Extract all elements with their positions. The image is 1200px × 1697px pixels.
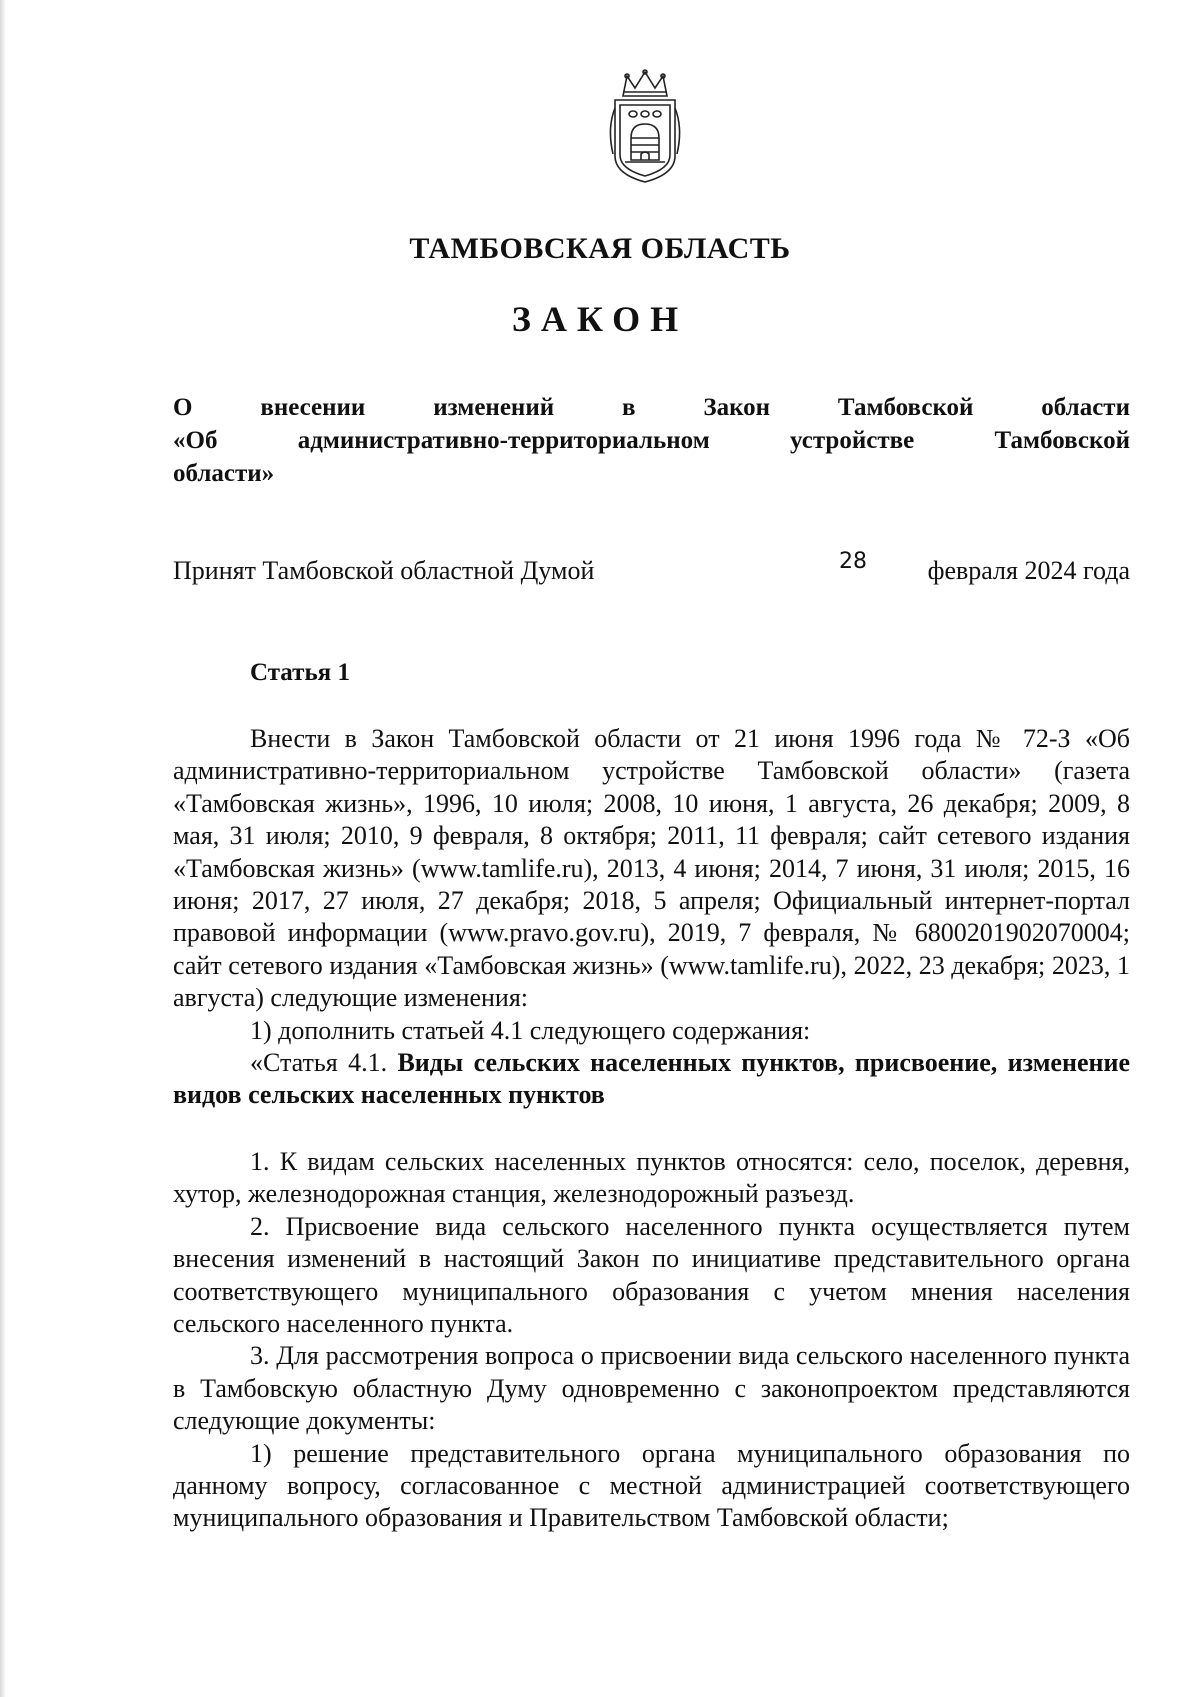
article-point-1: 1. К видам сельских населенных пунктов относятся: село, поселок, деревня, хутор, железнодорожная станция, железнодорожный разъезд.: [173, 1146, 1130, 1209]
adopted-by: Принят Тамбовской областной Думой: [173, 556, 595, 585]
law-title-line-1: [173, 391, 1130, 424]
title-word: Закон: [703, 394, 771, 421]
adoption-line: [173, 549, 1130, 590]
law-title-line-2: [173, 424, 1130, 457]
title-word: области: [1041, 394, 1130, 421]
article-subpoint-1: 1) решение представительного органа муниципального образования по данному вопросу, согласованное с местной администрацией соответствующего муниципального образования и Правительством Тамбовской области;: [173, 1438, 1130, 1533]
title-word: внесении: [260, 394, 366, 421]
article-point-3: 3. Для рассмотрения вопроса о присвоении вида сельского населенного пункта в Тамбовскую областную Думу одновременно с законопроектом представляются следующие документы:: [173, 1341, 1130, 1436]
coat-of-arms-icon: [601, 68, 689, 188]
title-word: изменений: [433, 394, 555, 421]
title-word: Тамбовской: [837, 394, 974, 421]
adoption-day: 28: [839, 549, 867, 574]
article-body: [173, 723, 1130, 1535]
document-type: ЗАКОН: [511, 299, 689, 339]
law-title-line-3: области»: [173, 460, 275, 487]
article-intro: Внести в Закон Тамбовской области от 21 июня 1996 года № 72-З «Об административно-территориальном устройстве Тамбовской области» (газета «Тамбовская жизнь», 1996, 10 июля; 2008, 10 июня, 1 августа, 26 декабря; 2009, 8 мая, 31 июля; 2010, 9 февраля, 8 октября; 2011, 11 февраля; сайт сетевого издания «Тамбовская жизнь» (www.tamlife.ru), 2013, 4 июня; 2014, 7 июня, 31 июля; 2015, 16 июня; 2017, 27 июля, 27 декабря; 2018, 5 апреля; Официальный интернет-портал правовой информации (www.pravo.gov.ru), 2019, 7 февраля, № 6800201902070004; сайт сетевого издания «Тамбовская жизнь» (www.tamlife.ru), 2022, 23 декабря; 2023, 1 августа) следующие изменения:: [173, 724, 1130, 1013]
title-word: Тамбовской: [994, 427, 1130, 454]
title-word: О: [173, 394, 193, 421]
title-word: административно-территориальном: [297, 427, 710, 454]
region-name: ТАМБОВСКАЯ ОБЛАСТЬ: [409, 232, 791, 265]
title-word: «Об: [173, 427, 218, 454]
title-word: в: [622, 394, 636, 421]
new-article-prefix: «Статья 4.1.: [250, 1048, 388, 1078]
article-point-2: 2. Присвоение вида сельского населенного пункта осуществляется путем внесения изменений в настоящий Закон по инициативе представительного органа соответствующего муниципального образования с учетом мнения населения сельского населенного пункта.: [173, 1211, 1130, 1338]
amendment-item-1: 1) дополнить статьей 4.1 следующего содержания:: [250, 1015, 811, 1045]
article-heading: Статья 1: [250, 659, 350, 686]
adoption-month-year: февраля 2024 года: [927, 556, 1130, 585]
new-article-title-text: Виды сельских населенных пунктов, присвоение, изменение видов сельских населенных пунктов: [173, 1048, 1130, 1110]
new-article-title: [173, 1047, 1130, 1112]
law-title: [173, 391, 1130, 490]
title-word: устройстве: [790, 427, 915, 454]
